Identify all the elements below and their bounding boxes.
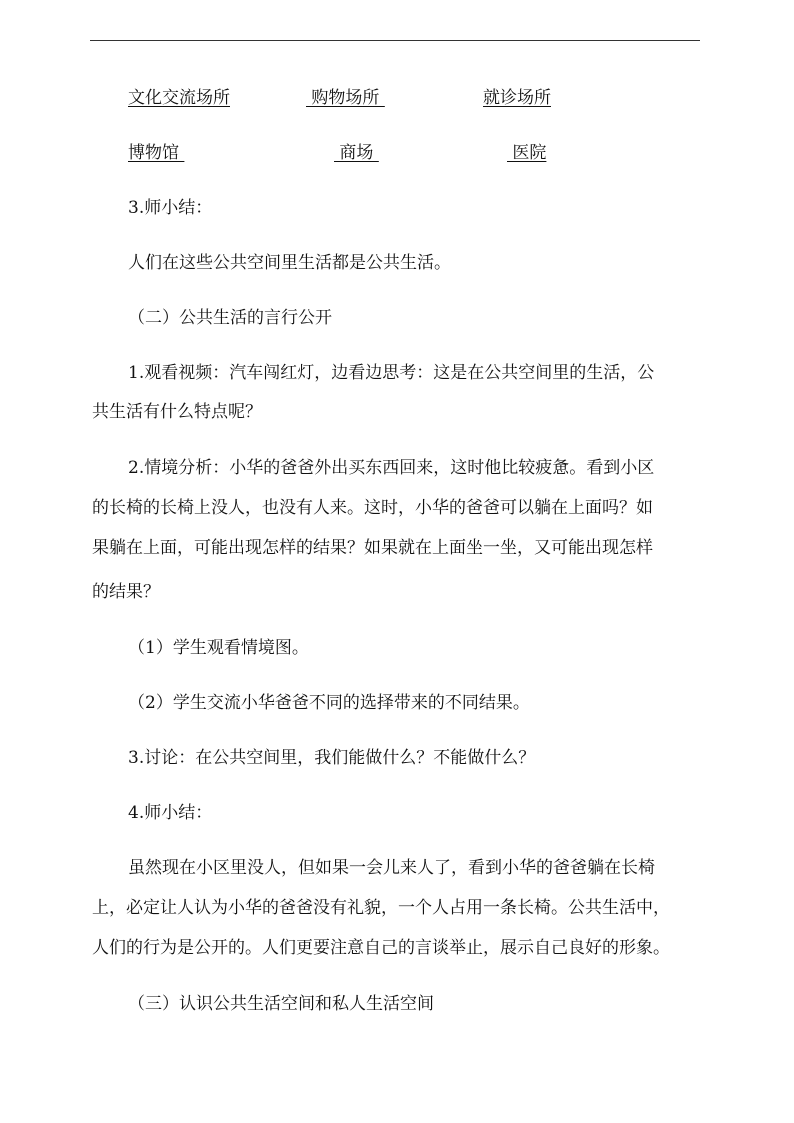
summary2-line2: 上，必定让人认为小华的爸爸没有礼貌，一个人占用一条长椅。公共生活中，	[92, 898, 670, 918]
discussion-text: 3.讨论：在公共空间里，我们能做什么？不能做什么？	[128, 748, 536, 768]
scenario-paragraph-line3: 果躺在上面，可能出现怎样的结果？如果就在上面坐一坐，又可能出现怎样	[92, 538, 653, 558]
video-paragraph-line1: 1.观看视频：汽车闯红灯，边看边思考：这是在公共空间里的生活，公	[128, 363, 655, 383]
place-hospital: 医院	[507, 143, 547, 163]
summary2-heading: 4.师小结：	[128, 803, 213, 823]
place-type-culture: 文化交流场所	[128, 88, 230, 108]
video-paragraph-line2: 共生活有什么特点呢？	[92, 402, 262, 422]
section3-heading: （三）认识公共生活空间和私人生活空间	[128, 994, 434, 1014]
summary1-heading: 3.师小结：	[128, 198, 213, 218]
header-rule	[90, 40, 700, 41]
place-mall: 商场	[334, 143, 379, 163]
scenario-paragraph-line2: 的长椅的长椅上没人，也没有人来。这时，小华的爸爸可以躺在上面吗？如	[92, 498, 653, 518]
summary2-line1: 虽然现在小区里没人，但如果一会儿来人了，看到小华的爸爸躺在长椅	[128, 858, 655, 878]
place-museum: 博物馆	[128, 143, 185, 163]
scenario-paragraph-line4: 的结果？	[92, 582, 160, 602]
place-type-shopping: 购物场所	[306, 88, 385, 108]
step1-text: （1）学生观看情境图。	[128, 638, 309, 658]
step2-text: （2）学生交流小华爸爸不同的选择带来的不同结果。	[128, 693, 530, 713]
summary1-body: 人们在这些公共空间里生活都是公共生活。	[128, 253, 451, 273]
place-type-medical: 就诊场所	[483, 88, 551, 108]
scenario-paragraph-line1: 2.情境分析：小华的爸爸外出买东西回来，这时他比较疲惫。看到小区	[128, 458, 655, 478]
summary2-line3: 人们的行为是公开的。人们更要注意自己的言谈举止，展示自己良好的形象。	[92, 938, 670, 958]
section2-heading: （二）公共生活的言行公开	[128, 308, 332, 328]
